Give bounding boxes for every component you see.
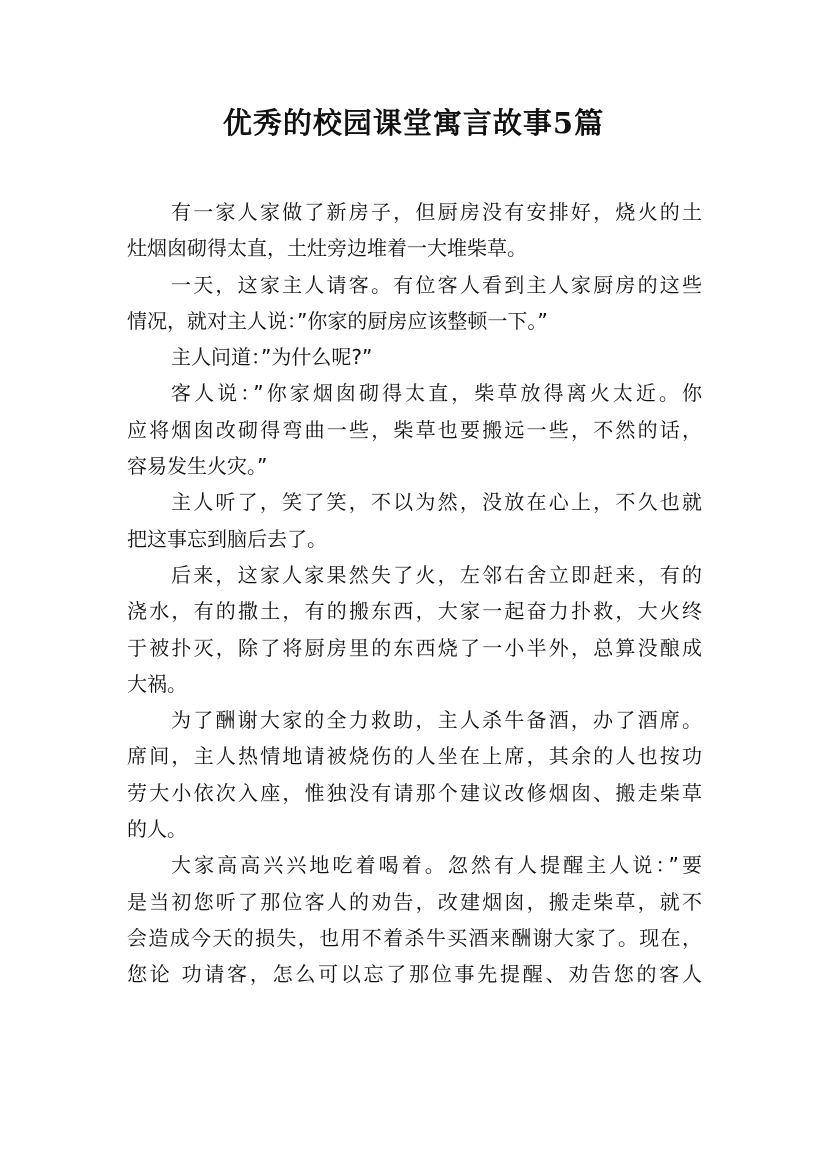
text-line: 会造成今天的损失，也用不着杀牛买酒来酬谢大家了。现在， [127, 925, 702, 950]
text-line: 客人说：”你家烟囱砌得太直，柴草放得离火太近。你 [171, 381, 702, 406]
paragraph [127, 702, 717, 847]
text-line: 大家高高兴兴地吃着喝着。忽然有人提醒主人说：”要 [171, 853, 702, 878]
paragraph [127, 484, 717, 557]
document-title: 优秀的校园课堂寓言故事5篇 [222, 106, 605, 140]
text-line: 灶烟囱砌得太直，土灶旁边堆着一大堆柴草。 [127, 236, 527, 261]
text-line: 主人听了，笑了笑，不以为然，没放在心上，不久也就 [171, 490, 702, 515]
document-body [127, 194, 717, 993]
text-line: 是当初您听了那位客人的劝告，改建烟囱，搬走柴草，就不 [127, 889, 702, 914]
text-line: 主人问道：”为什么呢?” [171, 345, 373, 370]
text-line: 把这事忘到脑后去了。 [127, 526, 327, 551]
paragraph [127, 375, 717, 484]
text-line: 席间，主人热情地请被烧伤的人坐在上席，其余的人也按功 [127, 744, 702, 769]
text-line: 有一家人家做了新房子，但厨房没有安排好，烧火的土 [171, 200, 702, 224]
text-line: 浇水，有的撒土，有的搬东西，大家一起奋力扑救，大火终 [127, 599, 702, 624]
paragraph [127, 557, 717, 702]
text-line: 于被扑灭，除了将厨房里的东西烧了一小半外，总算没酿成 [127, 635, 702, 660]
text-line: 应将烟囱改砌得弯曲一些，柴草也要搬远一些，不然的话， [127, 417, 702, 442]
text-line: 为了酬谢大家的全力救助，主人杀牛备酒，办了酒席。 [171, 708, 702, 733]
paragraph [127, 339, 717, 375]
text-line: 您论 功请客，怎么可以忘了那位事先提醒、劝告您的客人 [127, 962, 702, 987]
text-line: 容易发生火灾。” [127, 454, 268, 479]
paragraph [127, 847, 717, 992]
paragraph [127, 267, 717, 340]
paragraph [127, 194, 717, 267]
text-line: 情况，就对主人说：”你家的厨房应该整顿一下。” [127, 308, 548, 333]
text-line: 劳大小依次入座，惟独没有请那个建议改修烟囱、搬走柴草 [127, 780, 702, 805]
text-line: 大祸。 [127, 671, 187, 696]
text-line: 一天，这家主人请客。有位客人看到主人家厨房的这些 [171, 272, 702, 297]
text-line: 后来，这家人家果然失了火，左邻右舍立即赶来，有的 [171, 562, 702, 587]
text-line: 的人。 [127, 817, 187, 842]
